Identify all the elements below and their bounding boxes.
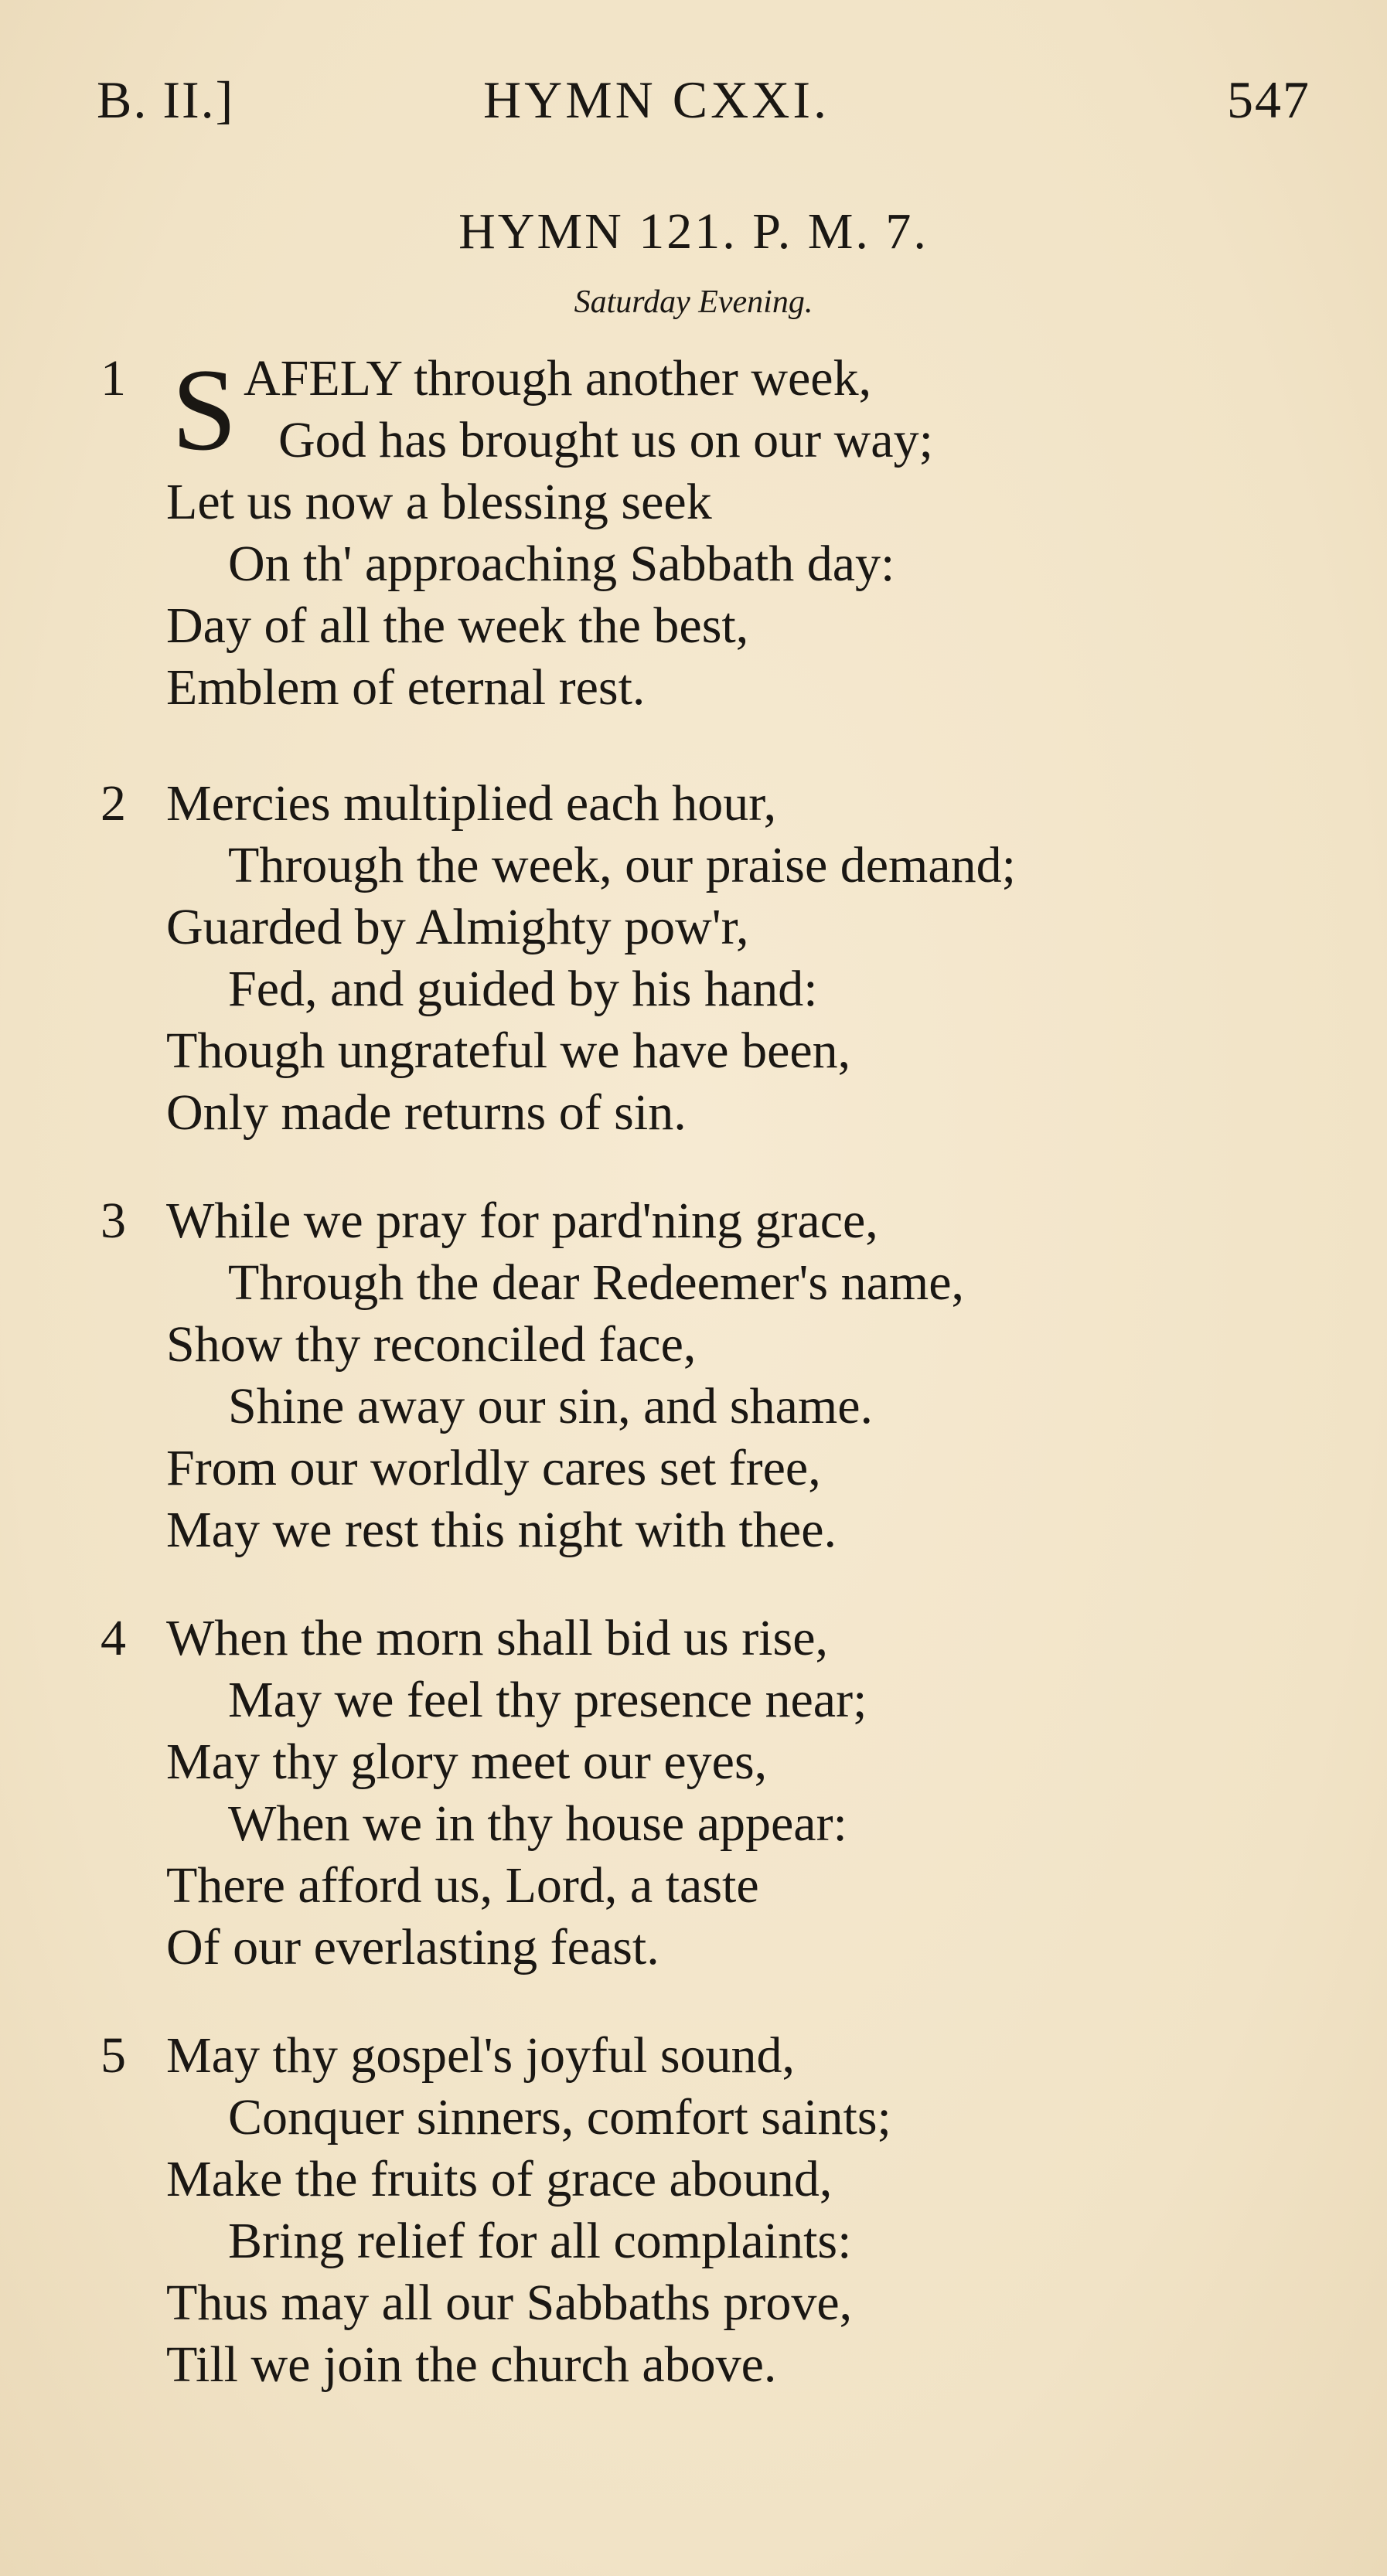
verse-line-text: May we rest this night with thee. <box>166 1502 837 1558</box>
verse-line <box>101 657 1307 719</box>
verse-line-text: Through the week, our praise demand; <box>228 837 1017 893</box>
hymn-subtitle: Saturday Evening. <box>574 284 813 320</box>
verse-line-text: When the morn shall bid us rise, <box>166 1610 829 1666</box>
verse-line <box>101 1082 1307 1144</box>
verse-number: 4 <box>101 1610 126 1666</box>
verse-line-text: Till we join the church above. <box>166 2336 777 2393</box>
verse-line <box>101 1669 1307 1731</box>
verse-line-text: Of our everlasting feast. <box>166 1919 659 1975</box>
verse-line <box>101 773 1307 835</box>
verse-1 <box>101 345 1307 719</box>
verse-line-text: Guarded by Almighty pow'r, <box>166 899 749 955</box>
verse-line-text: From our worldly cares set free, <box>166 1440 821 1496</box>
verse-line <box>101 1499 1307 1561</box>
verse-line-text: Show thy reconciled face, <box>166 1316 697 1373</box>
verse-line-text: On th' approaching Sabbath day: <box>228 536 895 592</box>
verse-line-text: Mercies multiplied each hour, <box>166 775 777 832</box>
verse-line <box>101 1190 1307 1252</box>
verse-line-text: Bring relief for all complaints: <box>228 2213 852 2269</box>
verse-line-text: Conquer sinners, comfort saints; <box>228 2089 891 2146</box>
verse-line-text: Through the dear Redeemer's name, <box>228 1254 965 1311</box>
verse-3 <box>101 1190 1307 1561</box>
verse-line-text: There afford us, Lord, a taste <box>166 1857 759 1914</box>
hymn-title-text: HYMN 121. P. M. 7. <box>458 203 929 260</box>
verse-line <box>101 2210 1307 2272</box>
verse-line-text: May thy gospel's joyful sound, <box>166 2027 796 2084</box>
verse-line <box>101 533 1307 595</box>
verse-line-text: Make the fruits of grace abound, <box>166 2151 833 2207</box>
verse-number: 1 <box>101 350 126 407</box>
verse-line-text: AFELY through another week, <box>244 350 872 407</box>
verse-2 <box>101 773 1307 1144</box>
verse-line-text: Emblem of eternal rest. <box>166 659 646 716</box>
verse-line-text: Shine away our sin, and shame. <box>228 1378 873 1434</box>
verse-line <box>101 595 1307 657</box>
verse-line <box>101 1793 1307 1855</box>
verse-line <box>101 1608 1307 1669</box>
verse-line-text: Day of all the week the best, <box>166 597 749 654</box>
verse-line <box>101 2272 1307 2334</box>
verse-line-text: While we pray for pard'ning grace, <box>166 1193 878 1249</box>
verse-line <box>101 1314 1307 1376</box>
running-header <box>97 70 1310 139</box>
header-hymn-title: HYMN CXXI. <box>483 70 830 129</box>
verse-line <box>101 2087 1307 2149</box>
verse-line <box>101 2334 1307 2396</box>
verse-line <box>101 897 1307 958</box>
verse-line <box>101 1376 1307 1438</box>
verse-number: 5 <box>101 2027 126 2084</box>
verse-line-text: Fed, and guided by his hand: <box>228 961 818 1017</box>
verse-4 <box>101 1608 1307 1979</box>
drop-cap: S <box>172 345 237 475</box>
verse-line-text: God has brought us on our way; <box>278 412 933 468</box>
verse-line-text: Thus may all our Sabbaths prove, <box>166 2275 853 2331</box>
verse-line <box>101 1855 1307 1917</box>
verse-line <box>101 1020 1307 1082</box>
header-book-section: B. II.] <box>97 70 235 129</box>
verse-5 <box>101 2025 1307 2396</box>
verse-line <box>101 2025 1307 2087</box>
verse-line <box>101 471 1307 533</box>
verse-line <box>101 1917 1307 1979</box>
verse-number: 3 <box>101 1193 126 1249</box>
verse-line <box>101 2149 1307 2210</box>
verse-line <box>101 1438 1307 1499</box>
verse-line-text: Only made returns of sin. <box>166 1084 687 1141</box>
verse-line <box>101 348 1307 410</box>
verse-line-text: May thy glory meet our eyes, <box>166 1734 768 1790</box>
verse-line <box>101 958 1307 1020</box>
page-number: 547 <box>1227 70 1310 129</box>
verse-line <box>101 410 1307 471</box>
verse-line-text: Though ungrateful we have been, <box>166 1023 851 1079</box>
verse-line <box>101 1731 1307 1793</box>
verse-line-text: May we feel thy presence near; <box>228 1672 867 1728</box>
verse-line-text: Let us now a blessing seek <box>166 474 712 530</box>
verse-line-text: When we in thy house appear: <box>228 1795 847 1852</box>
hymn-title <box>0 202 1387 261</box>
verse-line <box>101 1252 1307 1314</box>
verse-line <box>101 835 1307 897</box>
verse-number: 2 <box>101 775 126 832</box>
